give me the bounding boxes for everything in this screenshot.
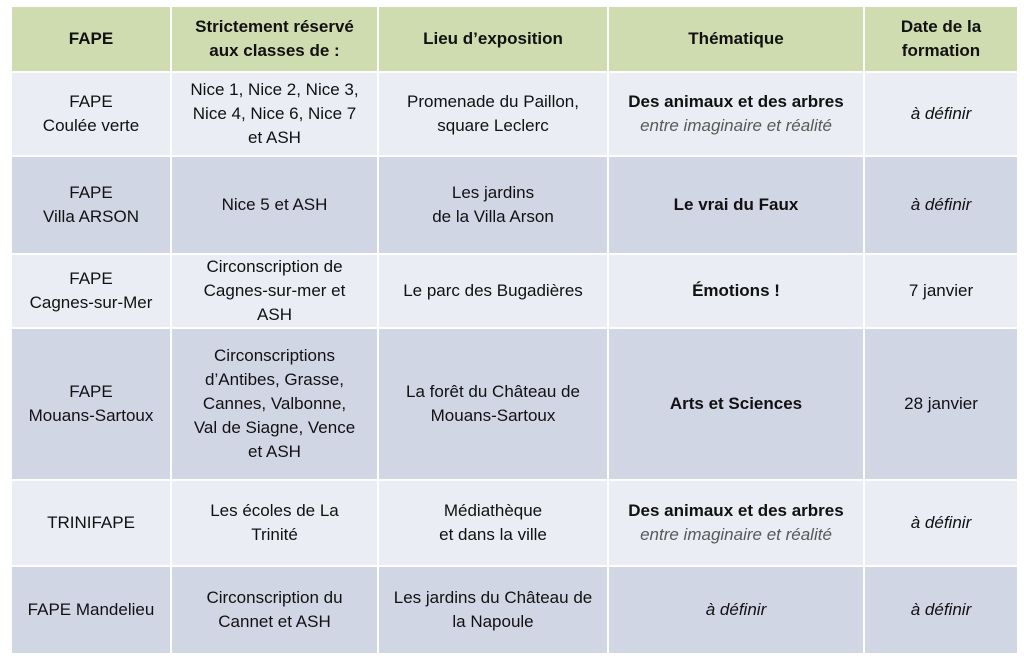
header-date-line-2: formation: [901, 41, 981, 60]
theme-title: Des animaux et des arbres: [628, 501, 844, 520]
header-lieu: [378, 6, 608, 72]
theme-subtitle: entre imaginaire et réalité: [640, 525, 832, 544]
cell-date: [864, 156, 1018, 254]
classes-line: Cannes, Valbonne,: [202, 394, 347, 413]
table-header-row: [11, 6, 1018, 72]
cell-lieu: [378, 72, 608, 156]
theme-title: Émotions !: [692, 281, 780, 300]
fape-line: TRINIFAPE: [47, 513, 135, 532]
lieu-line: la Napoule: [452, 612, 534, 631]
table-row: [11, 254, 1018, 328]
table-row: [11, 328, 1018, 480]
cell-lieu: [378, 328, 608, 480]
cell-lieu: [378, 480, 608, 566]
cell-fape: [11, 156, 171, 254]
cell-theme: [608, 72, 864, 156]
theme-subtitle: entre imaginaire et réalité: [640, 116, 832, 135]
cell-classes: [171, 156, 378, 254]
classes-line: Nice 1, Nice 2, Nice 3,: [190, 80, 359, 99]
cell-date: [864, 328, 1018, 480]
cell-fape: [11, 328, 171, 480]
header-date-line-1: Date de la: [900, 17, 982, 36]
cell-classes: [171, 480, 378, 566]
classes-line: et ASH: [248, 442, 301, 461]
header-theme: [608, 6, 864, 72]
date-value: 7 janvier: [908, 281, 974, 300]
classes-line: Les écoles de La: [210, 501, 339, 520]
lieu-line: Les jardins: [451, 183, 535, 202]
table-row: [11, 156, 1018, 254]
header-fape: [11, 6, 171, 72]
cell-theme: [608, 156, 864, 254]
lieu-line: square Leclerc: [437, 116, 549, 135]
date-value: 28 janvier: [904, 394, 978, 413]
fape-line: Cagnes-sur-Mer: [29, 293, 153, 312]
classes-line: et ASH: [248, 128, 301, 147]
header-classes: [171, 6, 378, 72]
theme-value: à définir: [705, 600, 767, 619]
classes-line: d’Antibes, Grasse,: [205, 370, 344, 389]
cell-classes: [171, 328, 378, 480]
fape-line: FAPE: [69, 183, 113, 202]
theme-title: Arts et Sciences: [669, 394, 803, 413]
cell-date: [864, 566, 1018, 654]
header-theme-line: Thématique: [688, 29, 784, 48]
classes-line: Circonscription de: [206, 257, 343, 276]
cell-theme: [608, 328, 864, 480]
header-classes-line-1: Strictement réservé: [195, 17, 354, 36]
classes-line: Cagnes-sur-mer et: [203, 281, 346, 300]
classes-line: Circonscriptions: [214, 346, 335, 365]
fape-line: Villa ARSON: [42, 207, 140, 226]
lieu-line: et dans la ville: [439, 525, 547, 544]
date-value: à définir: [910, 513, 972, 532]
lieu-line: Le parc des Bugadières: [403, 281, 583, 300]
fape-line: Coulée verte: [42, 116, 140, 135]
cell-classes: [171, 72, 378, 156]
cell-date: [864, 254, 1018, 328]
table-row: [11, 566, 1018, 654]
classes-line: Val de Siagne, Vence: [193, 418, 356, 437]
fape-line: FAPE: [69, 92, 113, 111]
cell-date: [864, 480, 1018, 566]
cell-classes: [171, 254, 378, 328]
lieu-line: Mouans-Sartoux: [430, 406, 556, 425]
date-value: à définir: [910, 104, 972, 123]
table-row: [11, 72, 1018, 156]
fape-line: Mouans-Sartoux: [28, 406, 154, 425]
lieu-line: Médiathèque: [443, 501, 543, 520]
header-date: [864, 6, 1018, 72]
classes-line: Trinité: [251, 525, 298, 544]
header-lieu-line: Lieu d’exposition: [423, 29, 563, 48]
fape-line: FAPE: [69, 382, 113, 401]
lieu-line: de la Villa Arson: [432, 207, 554, 226]
lieu-line: Promenade du Paillon,: [406, 92, 579, 111]
cell-theme: [608, 254, 864, 328]
classes-line: Cannet et ASH: [218, 612, 331, 631]
cell-classes: [171, 566, 378, 654]
cell-fape: [11, 566, 171, 654]
header-classes-line-2: aux classes de :: [209, 41, 340, 60]
cell-lieu: [378, 156, 608, 254]
cell-fape: [11, 72, 171, 156]
header-fape-line: FAPE: [68, 29, 114, 48]
fape-schedule-table: [10, 5, 1019, 655]
theme-title: Le vrai du Faux: [673, 195, 799, 214]
fape-line: FAPE: [69, 269, 113, 288]
date-value: à définir: [910, 195, 972, 214]
cell-fape: [11, 254, 171, 328]
date-value: à définir: [910, 600, 972, 619]
classes-line: Nice 5 et ASH: [221, 195, 328, 214]
classes-line: Circonscription du: [206, 588, 343, 607]
table-row: [11, 480, 1018, 566]
cell-fape: [11, 480, 171, 566]
cell-lieu: [378, 566, 608, 654]
classes-line: ASH: [257, 305, 292, 324]
lieu-line: Les jardins du Château de: [393, 588, 593, 607]
cell-lieu: [378, 254, 608, 328]
lieu-line: La forêt du Château de: [406, 382, 580, 401]
classes-line: Nice 4, Nice 6, Nice 7: [192, 104, 357, 123]
theme-title: Des animaux et des arbres: [628, 92, 844, 111]
cell-theme: [608, 480, 864, 566]
cell-theme: [608, 566, 864, 654]
fape-line: FAPE Mandelieu: [27, 600, 155, 619]
cell-date: [864, 72, 1018, 156]
